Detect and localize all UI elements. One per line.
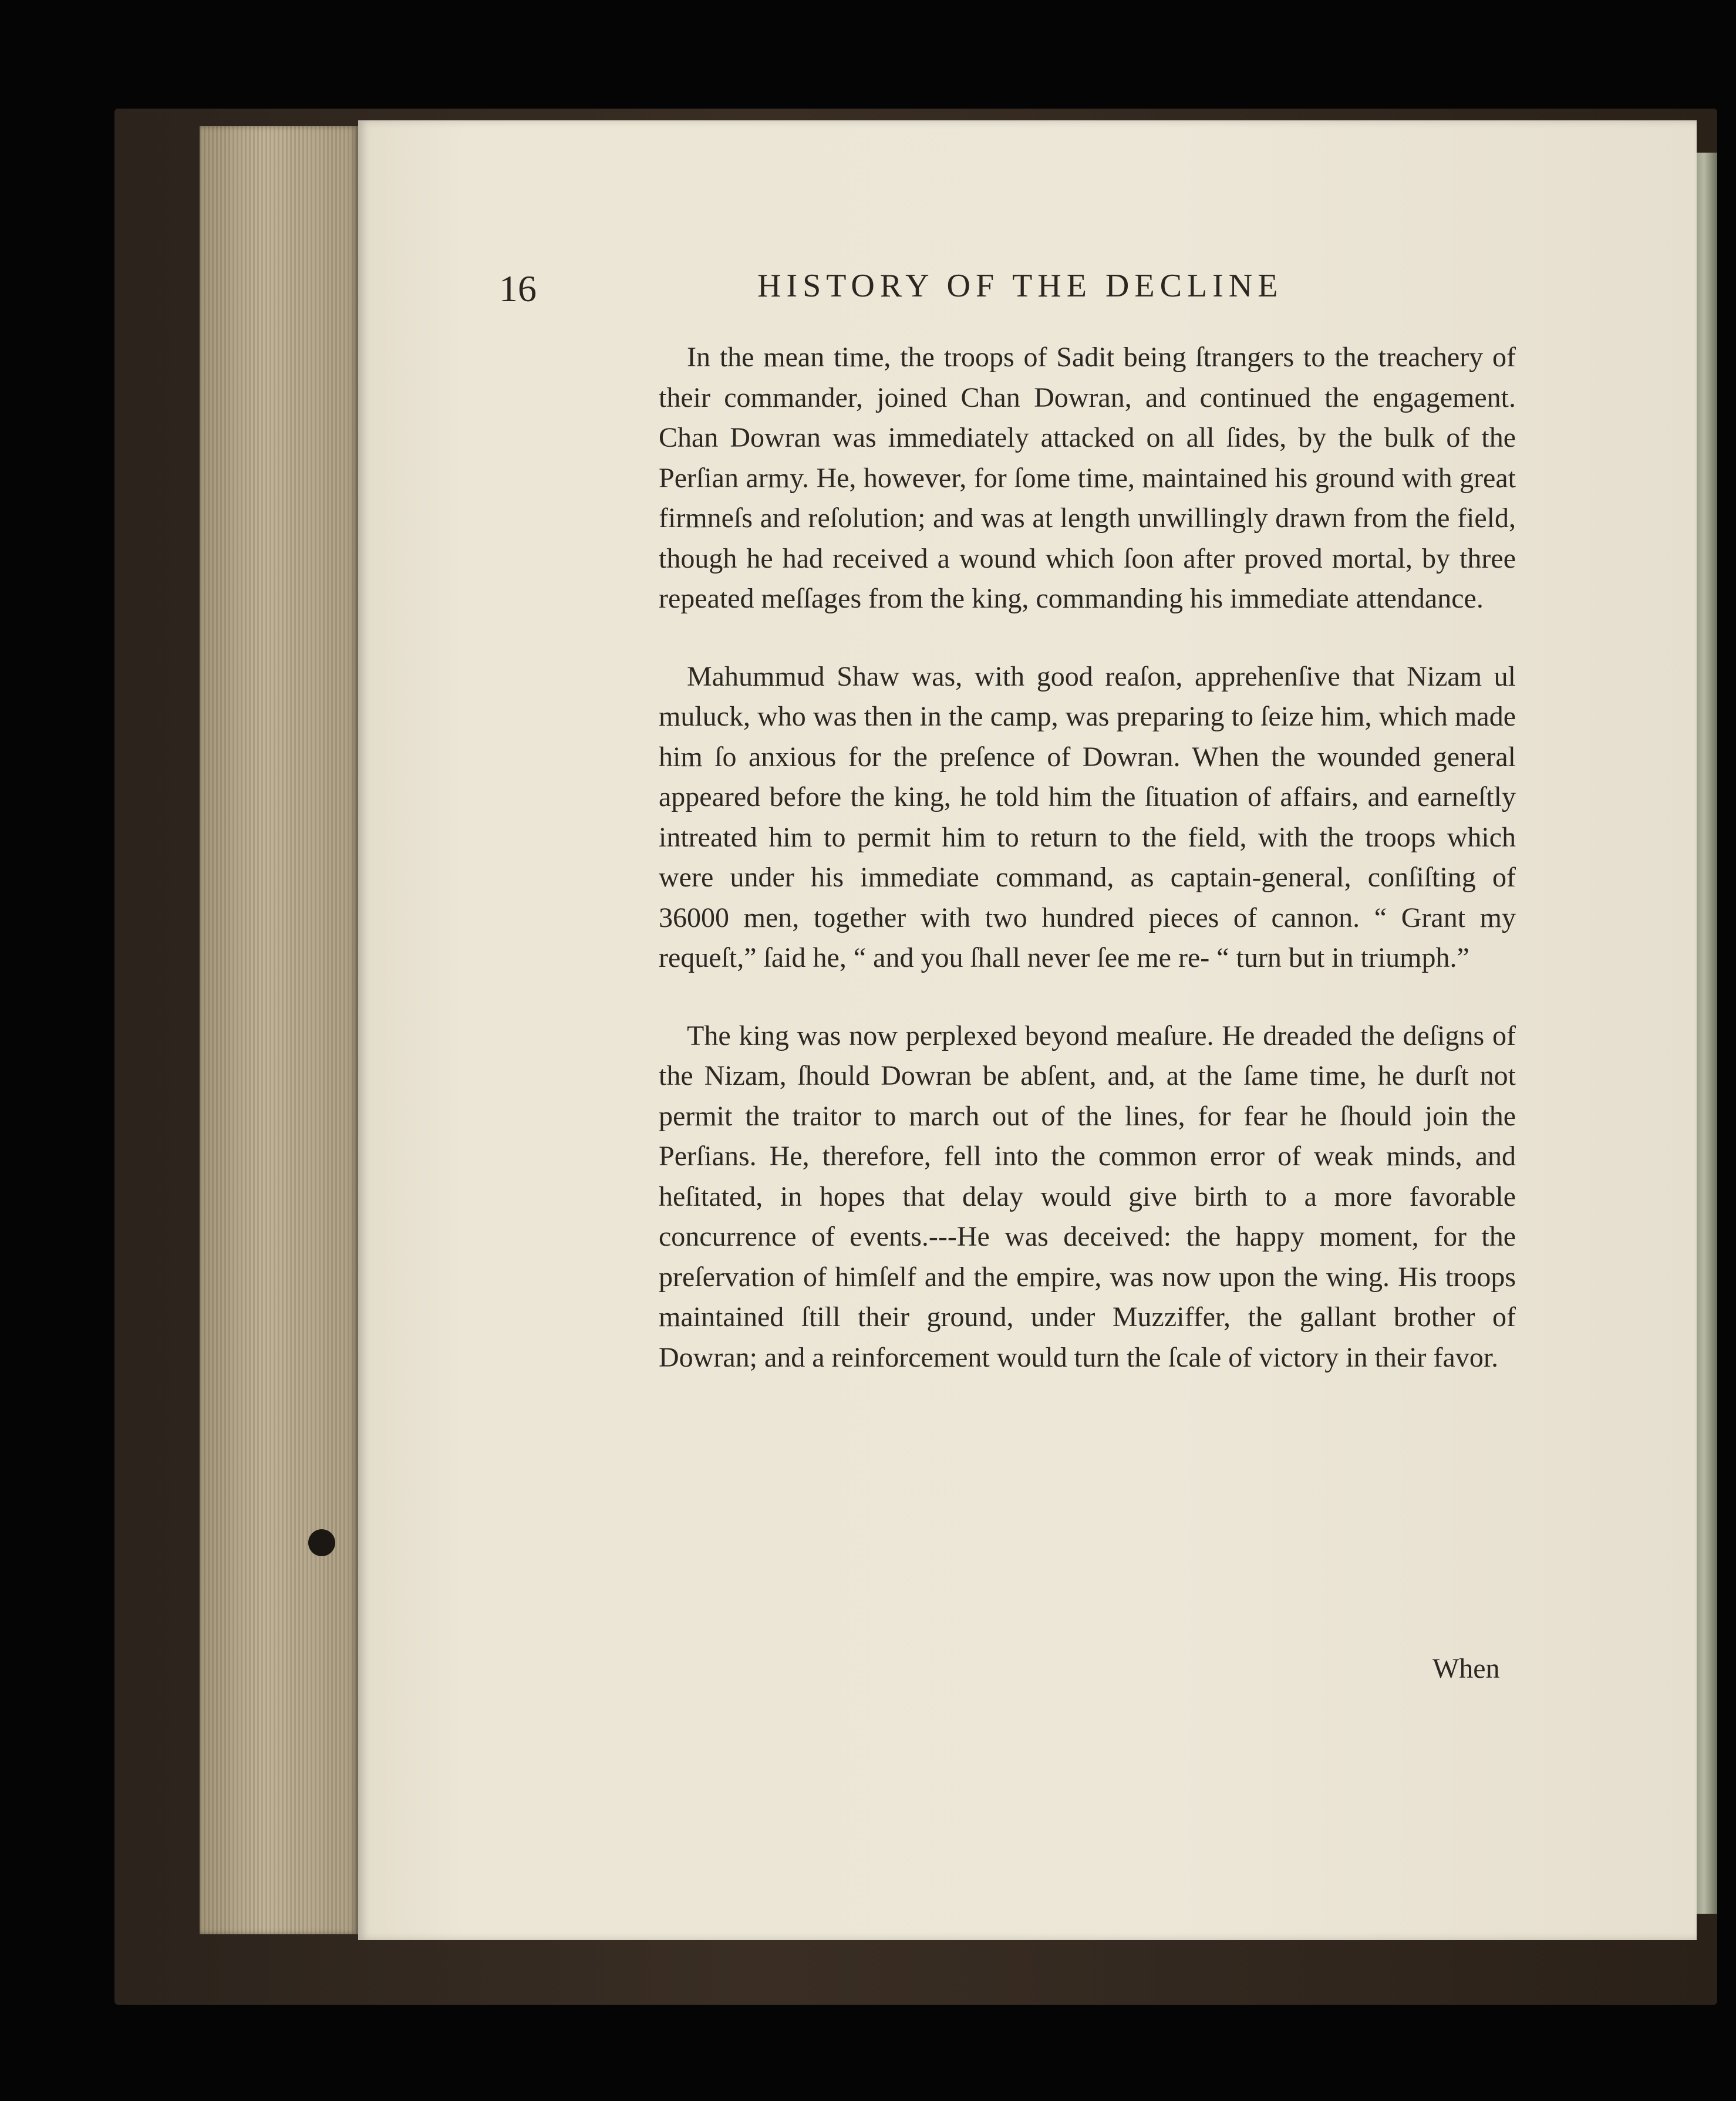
paragraph-2: Mahummud Shaw was, with good reaſon, apprehenſive that Nizam ul muluck, who was then in the camp, was preparing to ſeize him, which made him ſo anxious for the preſence of Dowran. When the wounded general appeared before the king, he told him the ſituation of affairs, and earneſtly intreated him to permit him to return to the field, with the troops which were under his immediate command, as captain-general, conſiſting of 36000 men, together with two hundred pieces of cannon. “ Grant my requeſt,” ſaid he, “ and you ſhall never ſee me re- “ turn but in triumph.” — [659, 660, 1516, 973]
page-edges — [200, 126, 358, 1934]
page-number: 16 — [499, 268, 537, 309]
catchword: When — [1432, 1653, 1500, 1684]
running-head: HISTORY OF THE DECLINE — [757, 268, 1283, 304]
paragraph-3: The king was now perplexed beyond meaſure. He dreaded the deſigns of the Nizam, ſhould Dowran be abſent, and, at the ſame time, he durſt not permit the traitor to march out of the lines, for fear he ſhould join the Perſians. He, therefore, fell into the common error of weak minds, and heſitated, in hopes that delay would give birth to a more favorable concurrence of events.---He was deceived: the happy moment, for the preſervation of himſelf and the empire, was now upon the wing. His troops maintained ſtill their ground, under Muzziffer, the gallant brother of Dowran; and a reinforcement would turn the ſcale of victory in their favor. — [659, 1020, 1516, 1373]
page-header — [499, 267, 1403, 314]
paragraph-1: In the mean time, the troops of Sadit being ſtrangers to the treachery of their commander, joined Chan Dowran, and continued the engagement. Chan Dowran was immediately attacked on all ſides, by the bulk of the Perſian army. He, however, for ſome time, maintained his ground with great firmneſs and reſolution; and was at length unwillingly drawn from the field, though he had received a wound which ſoon after proved mortal, by three repeated meſſages from the king, commanding his immediate attendance. — [659, 342, 1516, 614]
body-text — [659, 338, 1516, 1415]
ink-spot — [308, 1529, 335, 1556]
